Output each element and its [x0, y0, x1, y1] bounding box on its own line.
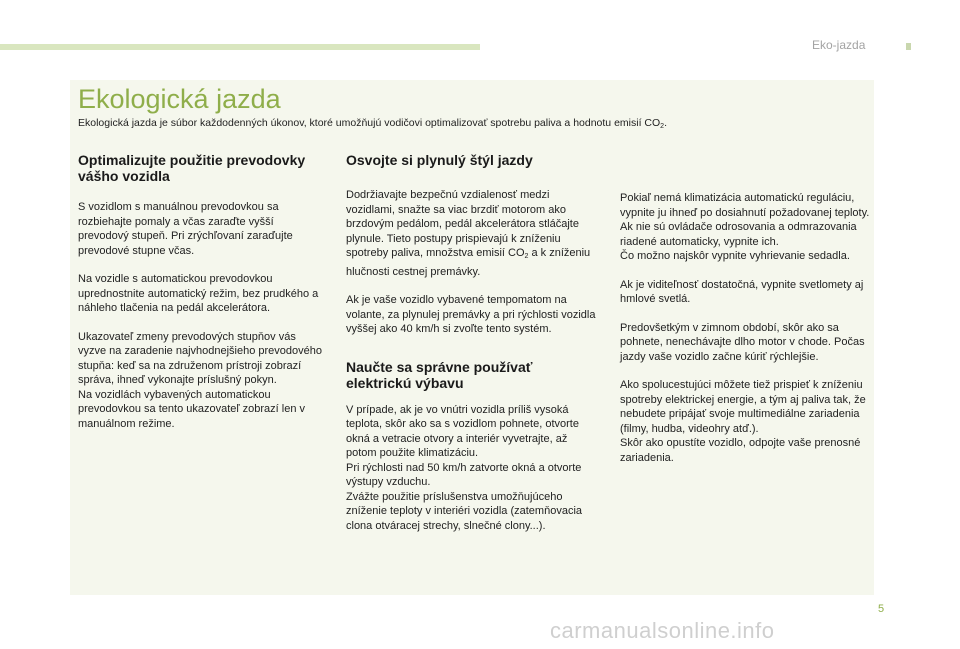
- header-accent-bar: [0, 44, 480, 50]
- right-winter: Predovšetkým v zimnom období, skôr ako sa pohnete, nenechávajte dlho motor v chode. Počas jazdy vaše vozidlo začne kúriť rýchlejšie.: [620, 321, 865, 363]
- smooth-cruise-control: Ak je vaše vozidlo vybavené tempomatom na volante, za plynulej premávky a pri rýchlosti vozidla vyššej ako 40 km/h si zvoľte tento systém.: [346, 294, 596, 335]
- right-disconnect: Skôr ako opustíte vozidlo, odpojte vaše prenosné zariadenia.: [620, 437, 861, 464]
- electric-ventilate: V prípade, ak je vo vnútri vozidla príliš vysoká teplota, skôr ako sa s vozidlom pohnete, otvorte okná a vetracie otvory a interiér vyvetrajte, až potom použite klimatizáciu.: [346, 403, 579, 459]
- transmission-indicator: Ukazovateľ zmeny prevodových stupňov vás vyzve na zaradenie najvhodnejšieho prevodového stupňa: keď sa na združenom prístroji zobrazí správa, ihneď vykonajte príslušný pokyn.: [78, 330, 323, 386]
- heading-smooth-driving: Osvojte si plynulý štýl jazdy: [346, 152, 533, 168]
- chapter-title: Eko-jazda: [812, 38, 866, 52]
- intro-end: .: [664, 117, 667, 129]
- intro-subscript: 2: [660, 123, 665, 130]
- transmission-automatic: Na vozidle s automatickou prevodovkou uprednostnite automatický režim, bez prudkého a náhleho tlačenia na pedál akcelerátora.: [78, 273, 319, 314]
- watermark: carmanualsonline.info: [550, 618, 775, 643]
- electric-speed: Pri rýchlosti nad 50 km/h zatvorte okná a otvorte výstupy vzduchu.: [346, 461, 582, 488]
- intro-text: Ekologická jazda je súbor každodenných úkonov, ktoré umožňujú vodičovi optimalizovať spotrebu paliva a hodnotu emisií CO: [78, 117, 661, 129]
- heading-electrical-equipment: Naučte sa správne používať elektrickú výbavu: [346, 358, 533, 391]
- intro-paragraph: [78, 116, 868, 134]
- column-smooth-driving: [346, 152, 596, 533]
- electric-accessories: Zvážte použitie príslušenstva umožňujúceho zníženie teploty v interiéri vozidla (zatemňovacia clona otváracej strechy, slnečné clony...).: [346, 490, 583, 532]
- column-right: [620, 191, 870, 479]
- right-climate: Pokiaľ nemá klimatizácia automatickú reguláciu, vypnite ju ihneď po dosiahnutí požadovanej teploty.: [620, 192, 870, 219]
- right-defrost: Ak nie sú ovládače odrosovania a odmrazovania riadené automaticky, vypnite ich.: [620, 221, 857, 248]
- right-passenger: Ako spolucestujúci môžete tiež prispieť k zníženiu spotreby elektrickej energie, a tým aj paliva tak, že nebudete pripájať svoje multimediálne zariadenia (filmy, hudba, videohry atď.).: [620, 379, 866, 435]
- page-number: 5: [878, 603, 885, 615]
- transmission-indicator-automatic: Na vozidlách vybavených automatickou prevodovkou sa tento ukazovateľ zobrazí len v manuálnom režime.: [78, 388, 306, 430]
- page-title: Ekologická jazda: [78, 84, 281, 114]
- smooth-distance: [346, 188, 596, 279]
- column-transmission: [78, 152, 323, 445]
- right-lights: Ak je viditeľnosť dostatočná, vypnite svetlomety aj hmlové svetlá.: [620, 278, 864, 305]
- smooth-distance-subscript: 2: [524, 253, 529, 260]
- smooth-distance-text: Dodržiavajte bezpečnú vzdialenosť medzi vozidlami, snažte sa viac brzdiť motorom ako brzdovým pedálom, pedál akcelerátora stláčajte plynule. Tieto postupy prispievajú k zníženiu spotreby paliva, množstva emisií CO: [346, 189, 579, 259]
- right-seat-heating: Čo možno najskôr vypnite vyhrievanie sedadla.: [620, 250, 850, 262]
- smooth-distance-end: a k zníženiu hlučnosti cestnej premávky.: [346, 247, 591, 278]
- heading-transmission: Optimalizujte použitie prevodovky vášho vozidla: [78, 152, 306, 184]
- transmission-manual: S vozidlom s manuálnou prevodovkou sa rozbiehajte pomaly a včas zaraďte vyšší prevodový stupeň. Pri zrýchľovaní zaraďujte prevodové stupne včas.: [78, 201, 293, 257]
- chapter-marker: [906, 43, 911, 50]
